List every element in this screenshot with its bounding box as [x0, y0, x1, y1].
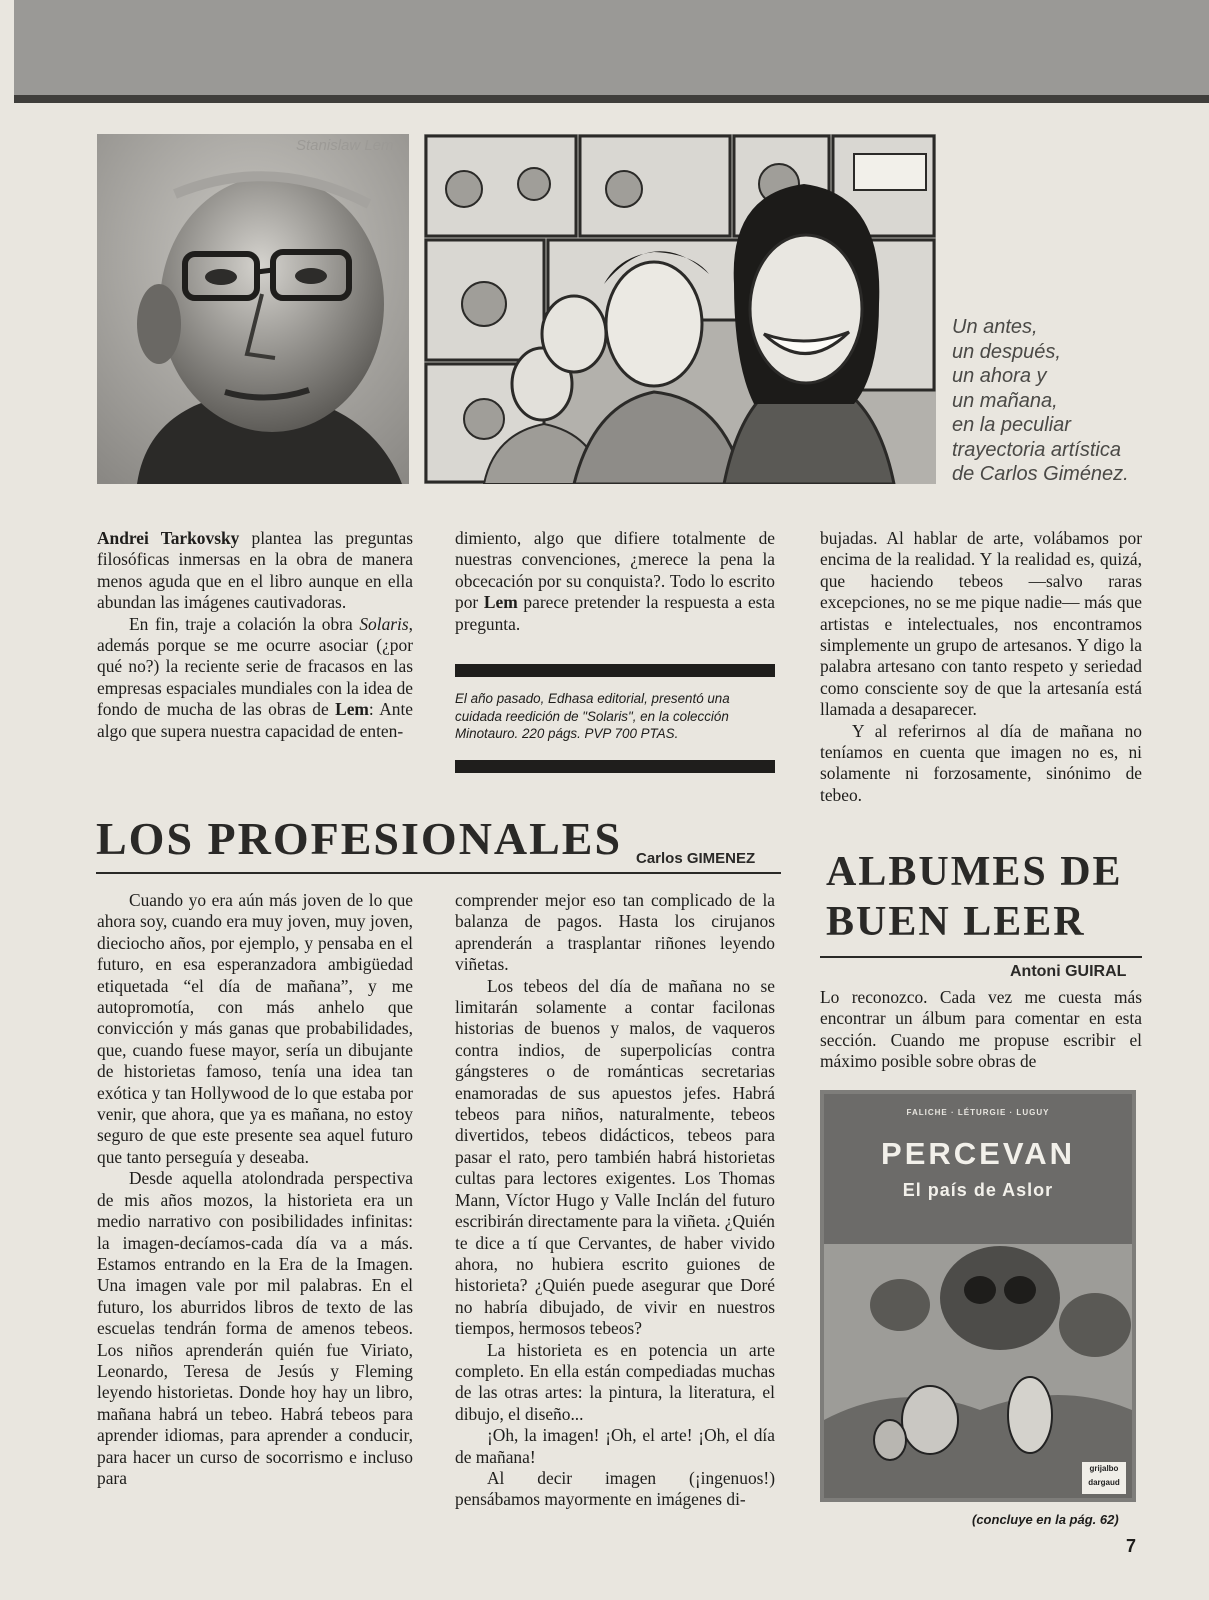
profesionales-c2-p5: Al decir imagen (¡ingenuos!) pensábamos mayormente en imágenes di- [455, 1467, 775, 1510]
albumes-paragraph-1: Lo reconozco. Cada vez me cuesta más encontrar un álbum para comentar en esta sección. Cuando me propuse escribir el máximo posible sobre obras de [820, 987, 1142, 1072]
profesionales-c3-p2: Y al referirnos al día de mañana no teníamos en cuenta que imagen no es, ni solamente ni forzosamente, sinónimo de tebeo. [820, 720, 1142, 805]
profesionales-c2-p3: La historieta es en potencia un arte completo. En ella están compediadas muchas de las otras artes: la pintura, la literatura, el dibujo, el diseño... [455, 1339, 775, 1424]
cover-subtitle: El país de Aslor [902, 1180, 1054, 1200]
continued-note: (concluye en la pág. 62) [972, 1512, 1119, 1527]
publisher-logo: grijalbo dargaud [1082, 1462, 1126, 1494]
profesionales-byline: Carlos GIMENEZ [636, 850, 756, 867]
page-number: 7 [1126, 1536, 1137, 1556]
profesionales-column-3 [820, 528, 1142, 806]
profesionales-c2-p1: comprender mejor eso tan complicado de la balanza de pagos. Hasta los cirujanos aprenderán a trasplantar riñones leyendo viñetas. [455, 890, 775, 975]
profesionales-column-2 [455, 890, 775, 1511]
book-note: El año pasado, Edhasa editorial, presentó una cuidada reedición de "Solaris", en la colección Minotauro. 220 págs. PVP 700 PTAS. [455, 691, 730, 741]
percevan-album-cover [820, 1090, 1136, 1502]
lem-portrait-photo [97, 134, 409, 484]
intro-paragraph-1: Andrei Tarkovsky plantea las preguntas filosóficas inmersas en la obra de manera menos aguda que en el libro aunque en ella abundan las imágenes cautivadoras. [97, 528, 413, 613]
profesionales-c3-p1: bujadas. Al hablar de arte, volábamos por encima de la realidad. Y la realidad es, quizá, que haciendo tebeos —salvo raras excepciones, no se me pique nadie— más que artistas e intelectuales, nos encontramos simplemente un grupo de artesanos. Y digo la palabra artesano con tanto respeto y seriedad como consciente soy de que la artesanía está llamada a desaparecer. [820, 528, 1142, 720]
profesionales-title: LOS PROFESIONALES [96, 813, 623, 864]
profesionales-c1-p2: Desde aquella atolondrada perspectiva de mis años mozos, la historieta era un medio narrativo con posibilidades infinitas: la imagen-decíamos-cada día va a más. Estamos entrando en la Era de la Imagen. Una imagen vale por mil palabras. En el futuro, los aburridos libros de texto de las escuelas tendrán forma de amenos tebeos. Los niños aprenderán quién fue Viriato, Leonardo, Teresa de Jesús y Fleming leyendo historietas. Donde hoy hay un libro, mañana habrá un tebeo. Habrá tebeos para aprender idiomas, para aprender a conducir, para hacer un curso de socorrismo e incluso para [97, 1168, 413, 1488]
profesionales-c2-p4: ¡Oh, la imagen! ¡Oh, el arte! ¡Oh, el día de mañana! [455, 1425, 775, 1467]
cover-title: PERCEVAN [881, 1136, 1075, 1171]
profesionales-c1-p1: Cuando yo era aún más joven de lo que ahora soy, cuando era muy joven, muy joven, dieciocho años, por ejemplo, y pensaba en el futuro, en esa esperanzadora ambigüedad etiquetada “el día de mañana”, y me autopromotía, con más anhelo que convicción y más ganas que probabilidades, que, cuando fuese mayor, sería un dibujante de historietas famoso, tenía una idea tan exótica y tan Hollywood de lo que estaba por venir, que ahora, que ya es mañana, no estoy seguro de que este presente sea aquel futuro que tanto perseguía y deseaba. [97, 890, 413, 1167]
profesionales-c2-p2: Los tebeos del día de mañana no se limitarán solamente a contar facilonas historias de buenos y malos, de vaqueros contra indios, de superpolicías contra gángsteres o de románticas secretarias enamoradas de sus apuestos jefes. Habrá tebeos para niños, naturalmente, tebeos divertidos, tebeos didácticos, tebeos para pasar el rato, pero también habrá historietas cultas para lectores exigentes. Los Thomas Mann, Víctor Hugo y Valle Inclán del futuro escribirán directamente para la viñeta. ¿Quién te dice a tí que Cervantes, de haber vivido ahora, no hubiera escrito guiones de historieta? ¿Quién puede asegurar que Doré no habría dibujado, de vivir en nuestros tiempos, hermosos tebeos? [455, 975, 775, 1339]
albumes-title-line-1: ALBUMES DE [826, 849, 1123, 895]
note-rule-top [455, 664, 775, 677]
albumes-rule [820, 956, 1142, 958]
intro-name-tarkovsky: Andrei Tarkovsky [97, 528, 240, 548]
profesionales-rule [96, 872, 781, 874]
albumes-title-line-2: BUEN LEER [826, 899, 1086, 945]
intro-column-2 [455, 528, 775, 635]
albumes-byline: Antoni GUIRAL [1010, 963, 1127, 980]
intro-paragraph-2: En fin, traje a colación la obra Solaris, además porque se me ocurre asociar (¿por qué no?) la reciente serie de fracasos en las empresas espaciales mundiales con la idea de fondo de mucha de las obras de Lem: Ante algo que supera nuestra capacidad de enten- [97, 613, 414, 741]
photo-caption: Un antes, un después, un ahora y un mañana, en la peculiar trayectoria artística de Carlos Giménez. [952, 316, 1129, 485]
header-bar [14, 0, 1209, 103]
profesionales-column-1 [97, 890, 413, 1489]
cover-title-area [824, 1094, 1132, 1244]
photo-credit: Stanislaw Lem [296, 137, 394, 154]
intro-paragraph-3: dimiento, algo que difiere totalmente de nuestras convenciones, ¿merece la pena la obcecación por su conquista?. Todo lo escrito por Lem parece pretender la respuesta a esta pregunta. [455, 528, 776, 634]
albumes-text [820, 987, 1142, 1073]
comic-illustration [424, 134, 936, 484]
note-rule-bottom [455, 760, 775, 773]
intro-column-1 [97, 528, 413, 742]
cover-authors: FALICHE · LÉTURGIE · LUGUY [906, 1108, 1050, 1117]
